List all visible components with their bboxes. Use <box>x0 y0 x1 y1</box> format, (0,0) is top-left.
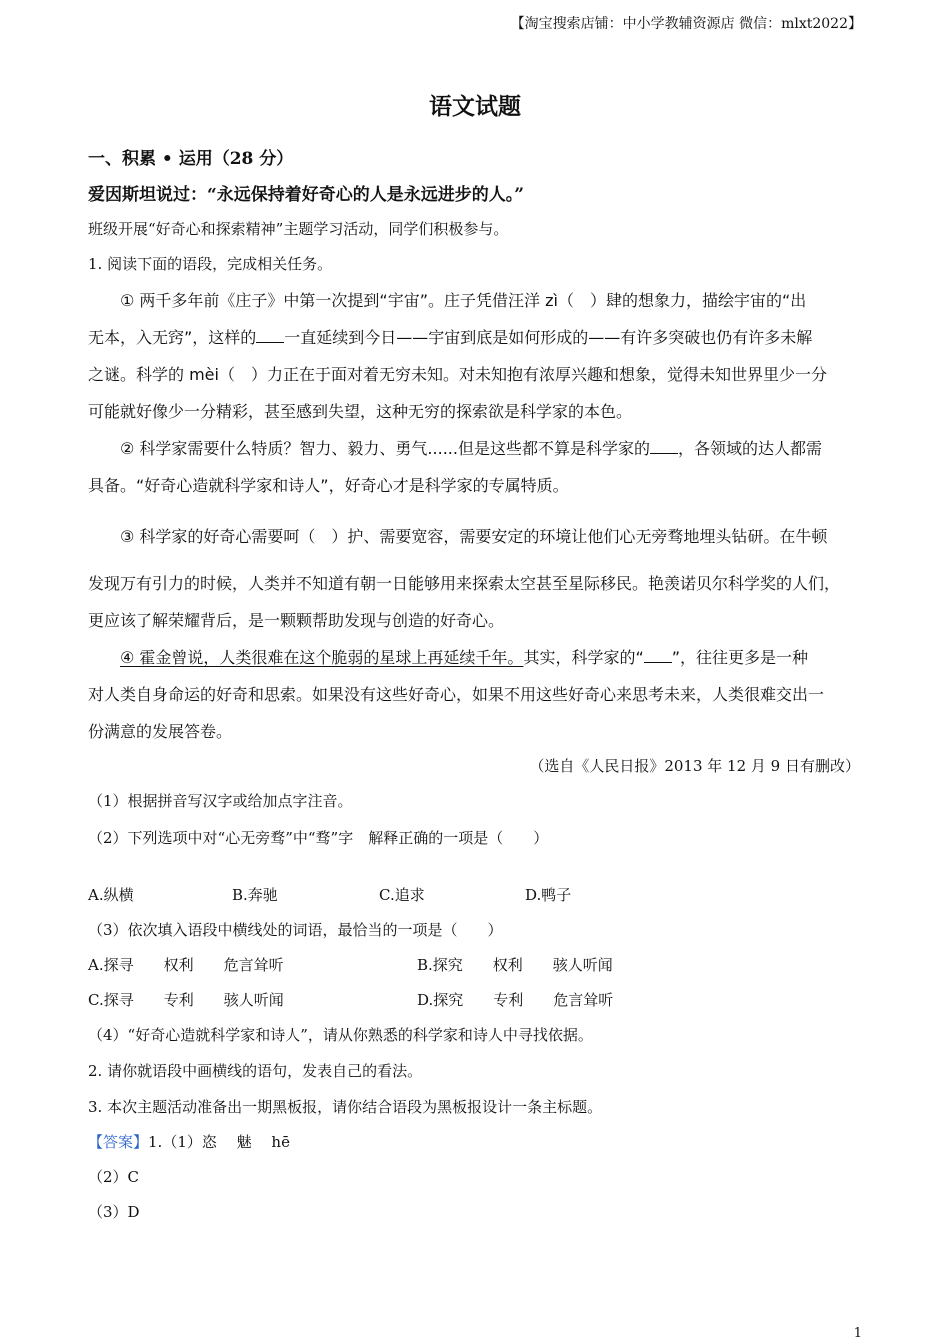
sub-question-2: （2）下列选项中对“心无旁骛”中“骛”字 解释正确的一项是（ ） <box>88 829 549 847</box>
question-3: 3. 本次主题活动准备出一期黑板报，请你结合语段为黑板报设计一条主标题。 <box>88 1098 603 1116</box>
answer-line-3: （3）D <box>88 1203 140 1221</box>
option-2a: A.纵横 <box>88 886 134 904</box>
passage-text: 一直延续到今日——宇宙到底是如何形成的——有许多突破也仍有许多未解 <box>284 328 813 347</box>
passage-p2-line2: 具备。“好奇心造就科学家和诗人”，好奇心才是科学家的专属特质。 <box>88 476 569 495</box>
page-header: 【淘宝搜索店铺：中小学教辅资源店 微信：mlxt2022】 <box>510 16 862 32</box>
answer-line-1 <box>88 1131 290 1152</box>
answer-line-2: （2）C <box>88 1168 140 1186</box>
option-3a: A.探寻 权利 危言耸听 <box>88 956 284 974</box>
passage-text: ② 科学家需要什么特质？智力、毅力、勇气......但是这些都不算是科学家的 <box>120 439 650 458</box>
passage-p4-line2: 对人类自身命运的好奇和思索。如果没有这些好奇心，如果不用这些好奇心来思考未来，人类很难交出一 <box>88 685 825 704</box>
underlined-sentence: ④ 霍金曾说，人类很难在这个脆弱的星球上再延续千年。 <box>120 648 524 667</box>
passage-p2-line1 <box>120 436 822 459</box>
sub-question-4: （4）“好奇心造就科学家和诗人”，请从你熟悉的科学家和诗人中寻找依据。 <box>88 1026 593 1044</box>
option-2d: D.鸭子 <box>525 886 572 904</box>
source-citation: （选自《人民日报》2013 年 12 月 9 日有删改） <box>529 757 860 775</box>
passage-p4-line3: 份满意的发展答卷。 <box>88 722 233 741</box>
fill-blank <box>644 650 672 663</box>
option-2b: B.奔驰 <box>232 886 278 904</box>
section-heading: 一、积累 • 运用（28 分） <box>88 149 294 169</box>
page-title: 语文试题 <box>429 93 521 120</box>
sub-question-3: （3）依次填入语段中横线处的词语，最恰当的一项是（ ） <box>88 921 503 939</box>
passage-p4-line1 <box>120 645 808 668</box>
passage-p1-line2 <box>88 325 812 348</box>
passage-text: 无本，入无窍”，这样的 <box>88 328 257 347</box>
intro-text: 班级开展“好奇心和探索精神”主题学习活动，同学们积极参与。 <box>88 220 509 238</box>
passage-text: ”，往往更多是一种 <box>671 648 809 667</box>
einstein-quote: 爱因斯坦说过：“永远保持着好奇心的人是永远进步的人。” <box>88 185 525 205</box>
passage-p3-line1: ③ 科学家的好奇心需要呵（ ）护、需要宽容，需要安定的环境让他们心无旁骛地埋头钻研。在牛顿 <box>120 527 828 546</box>
passage-p3-line3: 更应该了解荣耀背后，是一颗颗帮助发现与创造的好奇心。 <box>88 611 505 630</box>
option-3d: D.探究 专利 危言耸听 <box>417 991 614 1009</box>
option-3b: B.探究 权利 骇人听闻 <box>417 956 613 974</box>
answer-label: 【答案】 <box>88 1133 149 1151</box>
sub-question-1: （1）根据拼音写汉字或给加点字注音。 <box>88 792 353 810</box>
passage-text: 其实，科学家的“ <box>523 648 644 667</box>
question-1-stem: 1. 阅读下面的语段，完成相关任务。 <box>88 255 333 273</box>
passage-p3-line2: 发现万有引力的时候，人类并不知道有朝一日能够用来探索太空甚至星际移民。艳羡诺贝尔科学奖的人们， <box>88 574 841 593</box>
option-3c: C.探寻 专利 骇人听闻 <box>88 991 284 1009</box>
fill-blank <box>256 330 284 343</box>
page-number: 1 <box>853 1326 862 1341</box>
passage-p1-line3: 之谜。科学的 mèi（ ）力正在于面对着无穷未知。对未知抱有浓厚兴趣和想象，觉得未知世界里少一分 <box>88 365 827 384</box>
passage-text: ，各领域的达人都需 <box>677 439 822 458</box>
option-2c: C.追求 <box>379 886 425 904</box>
fill-blank <box>650 441 678 454</box>
passage-p1-line1: ① 两千多年前《庄子》中第一次提到“宇宙”。庄子凭借汪洋 zì（ ）肆的想象力，描绘宇宙的“出 <box>120 291 807 310</box>
answer-text: 1.（1）恣 魅 hē <box>148 1133 290 1151</box>
question-2: 2. 请你就语段中画横线的语句，发表自己的看法。 <box>88 1062 423 1080</box>
passage-p1-line4: 可能就好像少一分精彩，甚至感到失望，这种无穷的探索欲是科学家的本色。 <box>88 402 633 421</box>
